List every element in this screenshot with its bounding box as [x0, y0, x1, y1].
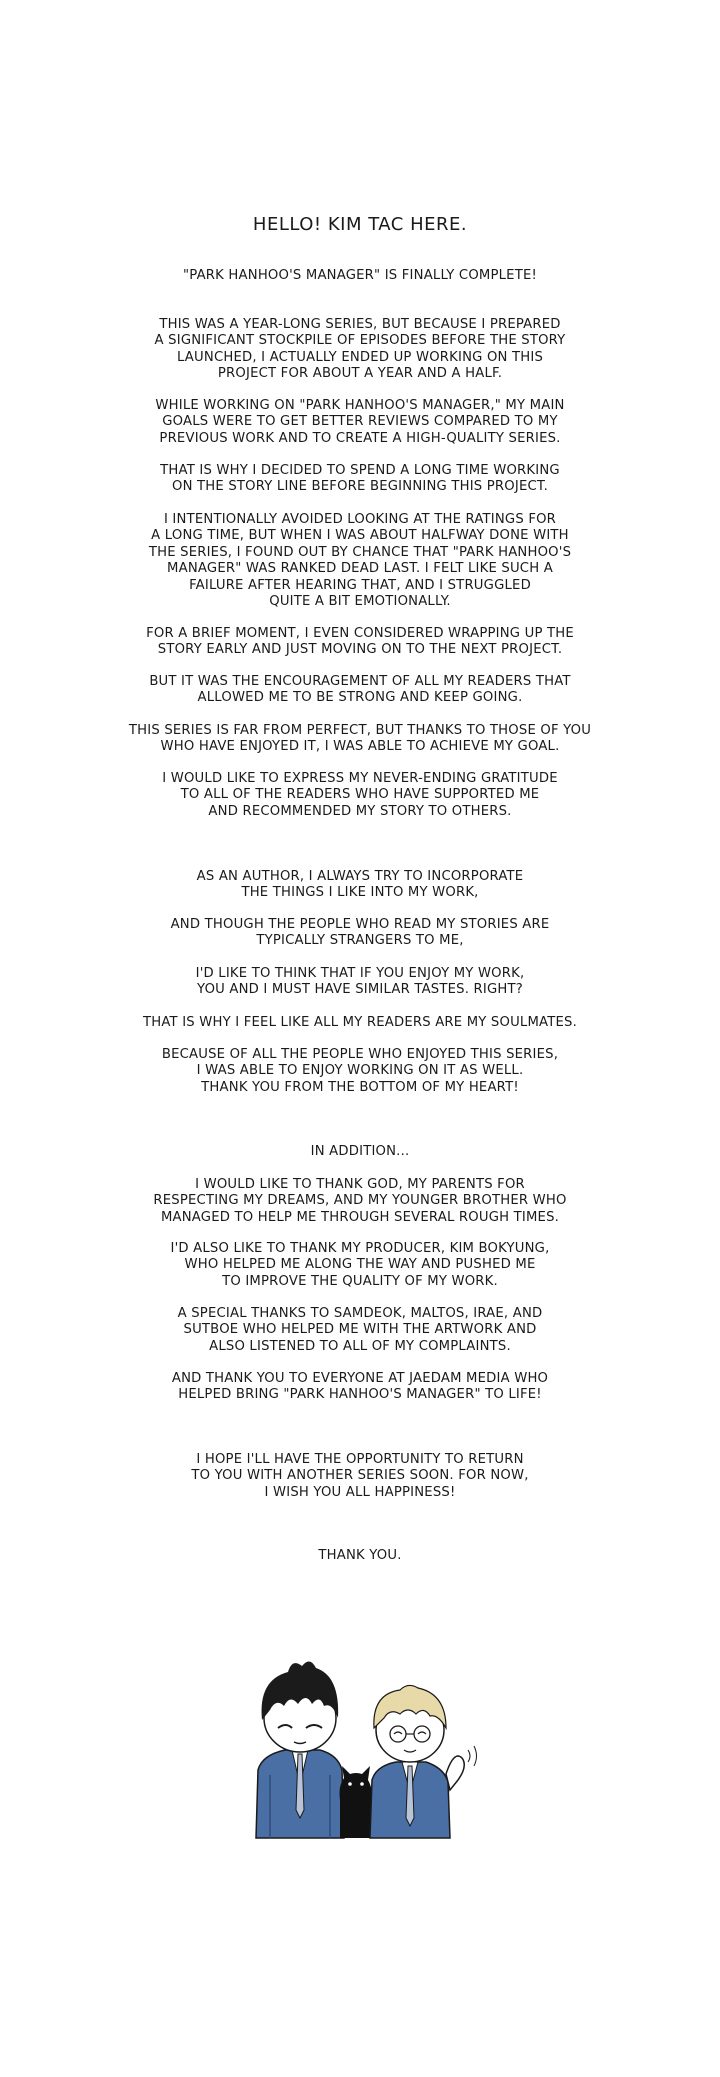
paragraph-soulmates: THAT IS WHY I FEEL LIKE ALL MY READERS ARE MY SOULMATES. — [142, 1015, 578, 1030]
right-character-hand — [446, 1756, 464, 1790]
paragraph-complete: "PARK HANHOO'S MANAGER" IS FINALLY COMPLETE! — [183, 268, 537, 283]
left-character-tie — [296, 1754, 304, 1818]
paragraph-thank-heart: BECAUSE OF ALL THE PEOPLE WHO ENJOYED THIS SERIES, I WAS ABLE TO ENJOY WORKING ON IT AS WELL. THANK YOU FROM THE BOTTOM OF MY HEART! — [161, 1047, 559, 1095]
paragraph-thank-producer: I'D ALSO LIKE TO THANK MY PRODUCER, KIM BOKYUNG, WHO HELPED ME ALONG THE WAY AND PUSHED ME TO IMPROVE THE QUALITY OF MY WORK. — [170, 1241, 550, 1289]
paragraph-year-long: THIS WAS A YEAR-LONG SERIES, BUT BECAUSE I PREPARED A SIGNIFICANT STOCKPILE OF EPISODES BEFORE THE STORY LAUNCHED, I ACTUALLY ENDED UP WORKING ON THIS PROJECT FOR ABOUT A YEAR AND A HALF. — [154, 317, 566, 382]
paragraph-hope-return: I HOPE I'LL HAVE THE OPPORTUNITY TO RETURN TO YOU WITH ANOTHER SERIES SOON. FOR NOW, I WISH YOU ALL HAPPINESS! — [191, 1452, 529, 1500]
two-chibi-characters-with-black-cat-icon — [240, 1650, 480, 1840]
paragraph-encouragement: BUT IT WAS THE ENCOURAGEMENT OF ALL MY READERS THAT ALLOWED ME TO BE STRONG AND KEEP GOING. — [149, 674, 571, 706]
paragraph-far-from-perfect: THIS SERIES IS FAR FROM PERFECT, BUT THANKS TO THOSE OF YOU WHO HAVE ENJOYED IT, I WAS ABLE TO ACHIEVE MY GOAL. — [128, 723, 592, 755]
paragraph-as-an-author: AS AN AUTHOR, I ALWAYS TRY TO INCORPORATE THE THINGS I LIKE INTO MY WORK, — [196, 869, 524, 901]
paragraph-similar-tastes: I'D LIKE TO THINK THAT IF YOU ENJOY MY WORK, YOU AND I MUST HAVE SIMILAR TASTES. RIGHT? — [195, 966, 525, 998]
paragraph-thank-assistants: A SPECIAL THANKS TO SAMDEOK, MALTOS, IRAE, AND SUTBOE WHO HELPED ME WITH THE ARTWORK AND ALSO LISTENED TO ALL OF MY COMPLAINTS. — [177, 1306, 543, 1354]
paragraph-thank-you: THANK YOU. — [318, 1548, 402, 1563]
paragraph-ratings: I INTENTIONALLY AVOIDED LOOKING AT THE RATINGS FOR A LONG TIME, BUT WHEN I WAS ABOUT HALFWAY DONE WITH THE SERIES, I FOUND OUT BY CHANCE THAT "PARK HANHOO'S MANAGER" WAS RANKED DEAD LAST. I FELT LIKE SUCH A FAILURE AFTER HEARING THAT, AND I STRUGGLED QUITE A BIT EMOTIONALLY. — [148, 512, 572, 610]
paragraph-goals: WHILE WORKING ON "PARK HANHOO'S MANAGER," MY MAIN GOALS WERE TO GET BETTER REVIEWS COMPARED TO MY PREVIOUS WORK AND TO CREATE A HIGH-QUALITY SERIES. — [155, 398, 565, 446]
page-title: HELLO! KIM TAC HERE. — [252, 214, 468, 235]
right-character-tie — [406, 1766, 414, 1826]
paragraph-story-line: THAT IS WHY I DECIDED TO SPEND A LONG TIME WORKING ON THE STORY LINE BEFORE BEGINNING THIS PROJECT. — [160, 463, 560, 495]
paragraph-thank-family: I WOULD LIKE TO THANK GOD, MY PARENTS FOR RESPECTING MY DREAMS, AND MY YOUNGER BROTHER WHO MANAGED TO HELP ME THROUGH SEVERAL ROUGH TIMES. — [153, 1177, 567, 1225]
paragraph-strangers: AND THOUGH THE PEOPLE WHO READ MY STORIES ARE TYPICALLY STRANGERS TO ME, — [170, 917, 550, 949]
paragraph-in-addition: IN ADDITION... — [310, 1144, 410, 1159]
paragraph-brief-moment: FOR A BRIEF MOMENT, I EVEN CONSIDERED WRAPPING UP THE STORY EARLY AND JUST MOVING ON TO THE NEXT PROJECT. — [146, 626, 574, 658]
black-cat — [340, 1766, 375, 1838]
paragraph-gratitude: I WOULD LIKE TO EXPRESS MY NEVER-ENDING GRATITUDE TO ALL OF THE READERS WHO HAVE SUPPORTED ME AND RECOMMENDED MY STORY TO OTHERS. — [162, 771, 558, 819]
paragraph-thank-jaedam: AND THANK YOU TO EVERYONE AT JAEDAM MEDIA WHO HELPED BRING "PARK HANHOO'S MANAGER" TO LIFE! — [171, 1371, 549, 1403]
